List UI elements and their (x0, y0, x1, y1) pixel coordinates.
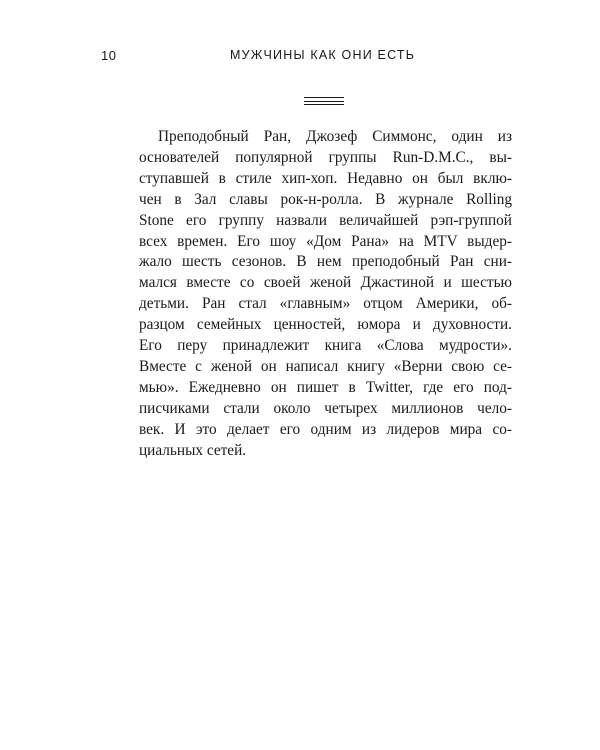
text-line: Stone его группу назвали величайшей рэп-группой (139, 211, 512, 229)
text-line: чен в Зал славы рок-н-ролла. В журнале Rolling (139, 190, 512, 208)
text-line: Вместе с женой он написал книгу «Верни свою се- (139, 357, 512, 375)
text-line: ступавшей в стиле хип-хоп. Недавно он был вклю- (139, 169, 512, 187)
text-line: мался вместе со своей женой Джастиной и шестью (139, 274, 512, 292)
text-line: жало шесть сезонов. В нем преподобный Ран сни- (139, 253, 512, 271)
text-line: детьми. Ран стал «главным» отцом Америки, об- (139, 295, 512, 313)
running-head: МУЖЧИНЫ КАК ОНИ ЕСТЬ (230, 48, 416, 62)
text-line: век. И это делает его одним из лидеров мира со- (139, 420, 512, 438)
text-line: Его перу принадлежит книга «Слова мудрости». (139, 337, 512, 355)
text-line: Преподобный Ран, Джозеф Симмонс, один из (158, 128, 512, 145)
ornament-line (304, 97, 344, 98)
text-line: разцом семейных ценностей, юмора и духовности. (139, 316, 512, 334)
body-paragraph (139, 127, 512, 462)
page-number: 10 (101, 48, 117, 63)
ornament-line (304, 104, 344, 105)
text-line: основателей популярной группы Run-D.M.C., вы- (139, 148, 512, 166)
text-line: циальных сетей. (139, 441, 247, 459)
ornament-line (304, 101, 344, 102)
text-line: мью». Ежедневно он пишет в Twitter, где его под- (139, 378, 512, 396)
text-line: писчиками стали около четырех миллионов чело- (139, 399, 512, 417)
section-ornament (304, 97, 344, 109)
text-line: всех времен. Его шоу «Дом Рана» на MTV выдер- (139, 232, 512, 250)
